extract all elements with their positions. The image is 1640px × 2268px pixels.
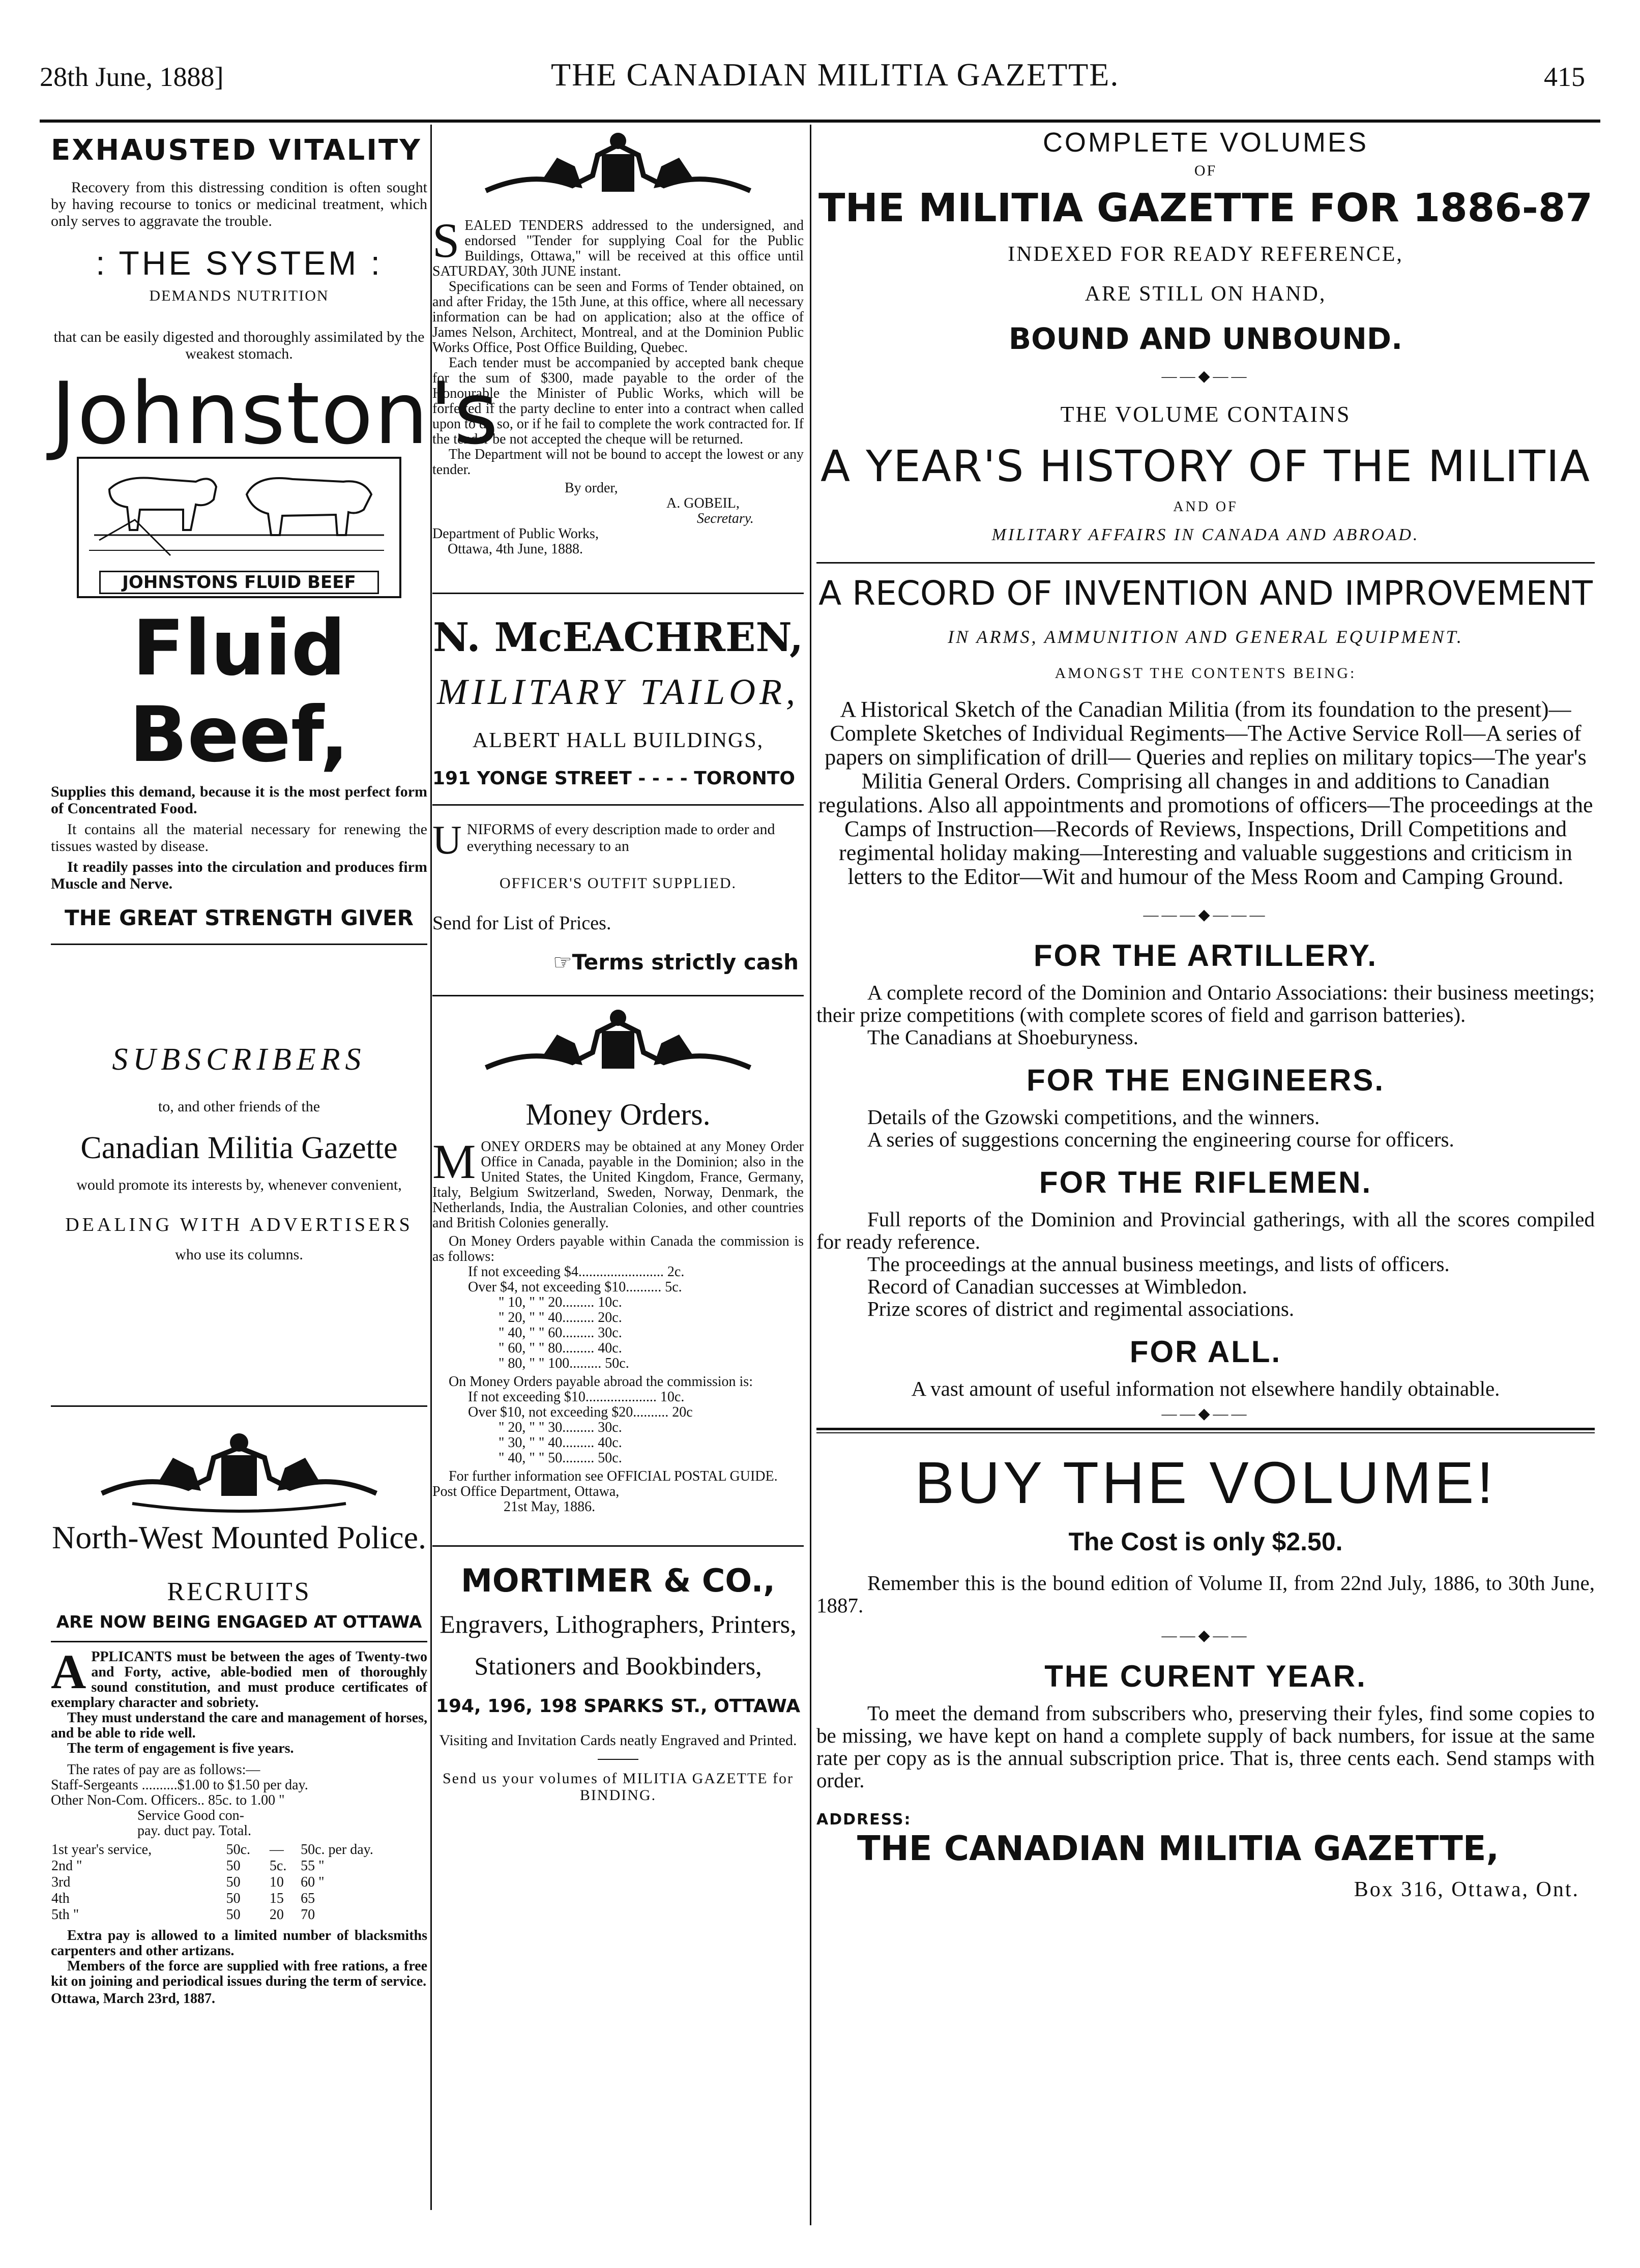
historical-sketch-text: A Historical Sketch of the Canadian Militia (from its foundation to the present)—Complete Sketches of Individual Regiments—The Active Service Roll—A series of papers on simplification of drill— Queries and replies on military topics—The year's Militia General Orders. Comprising all changes in and additions to Canadian regulations. Also all appointments and promotions of officers—The proceedings at the Camps of Instruction—Records of Reviews, Inspections, Drill Competitions and regimental holiday making—Interesting and valuable suggestions and criticism in letters to the Editor—Wit and humour of the Mess Room and Camping Ground. [818,697,1593,889]
table-cell: 2nd " [51,1858,82,1874]
mortimer-heading: MORTIMER & CO., [461,1562,775,1599]
box-address: Box 316, Ottawa, Ont. [1354,1878,1579,1901]
table-cell: 4th [51,1891,70,1906]
rate-line: " 10, " " 20......... 10c. [499,1294,622,1310]
who-use-text: who use its columns. [175,1246,303,1263]
artillery-text-2: The Canadians at Shoeburyness. [867,1025,1138,1049]
double-rule [816,1432,1595,1433]
current-year-heading: THE CURENT YEAR. [1044,1659,1367,1693]
table-cell: 50c. [226,1842,251,1858]
cattle-icon [79,459,395,571]
table-row [51,1907,427,1923]
ornament-divider: ——◆—— [1161,368,1250,385]
table-row [51,1874,427,1891]
riflemen-text-4: Prize scores of district and regimental associations. [867,1297,1295,1320]
members-text: Members of the force are supplied with free rations, a free kit on joining and periodical issues during the term of service. [51,1958,427,1989]
newspaper-title: THE CANADIAN MILITIA GAZETTE. [551,56,1120,93]
remember-text: Remember this is the bound edition of Volume II, from 22nd July, 1886, to 30th June, 1887. [816,1571,1595,1617]
coat-of-arms-icon [86,1427,392,1514]
table-cell: 50c. per day. [301,1842,373,1858]
table-row [51,1842,427,1858]
demands-nutrition: DEMANDS NUTRITION [149,287,329,304]
divider-rule [51,1641,427,1642]
engravers-line: Engravers, Lithographers, Printers, [440,1610,797,1638]
complete-volumes-heading: COMPLETE VOLUMES [1042,127,1369,158]
secretary-title: Secretary. [697,511,754,526]
terms-cash: ☞Terms strictly cash [553,950,799,975]
rates-intro: The rates of pay are as follows:— [67,1762,260,1778]
pay-table-head-a: Service Good con- [137,1808,244,1823]
passes-text: It readily passes into the circulation and produces firm Muscle and Nerve. [51,859,427,892]
table-cell: 50 [226,1874,241,1890]
and-of-label: AND OF [1173,499,1238,515]
further-info: For further information see OFFICIAL POSTAL GUIDE. [449,1468,778,1484]
abroad-commission-intro: On Money Orders payable abroad the commission is: [449,1374,753,1390]
mceachren-heading: N. McEACHREN, [433,614,803,661]
table-row [51,1891,427,1907]
riflemen-text-3: Record of Canadian successes at Wimbledon. [867,1275,1247,1298]
specifications-text: Specifications can be seen and Forms of Tender obtained, on and after Friday, the 15th June, at this office, where all necessary information can be had on application; also at the office of James Nelson, Architect, Montreal, and at the Dominion Public Works Office, Post Office Building, Quebec. [432,279,804,356]
pay-table-head-b: pay. duct pay. Total. [137,1823,252,1839]
table-cell: 10 [269,1874,284,1890]
address-name: THE CANADIAN MILITIA GAZETTE, [857,1829,1500,1868]
table-cell: 70 [301,1907,315,1923]
exhausted-vitality-heading: EXHAUSTED VITALITY [51,134,422,167]
divider-rule [432,1545,804,1547]
ornament-divider: ——◆—— [1161,1405,1250,1422]
in-arms-line: IN ARMS, AMMUNITION AND GENERAL EQUIPMENT. [948,627,1463,647]
engineers-heading: FOR THE ENGINEERS. [1026,1063,1385,1097]
visiting-cards-text: Visiting and Invitation Cards neatly Engraved and Printed. [439,1732,797,1749]
rate-line: If not exceeding $4........................ 2c. [468,1264,685,1280]
page-header [40,47,1594,93]
sparks-street-address: 194, 196, 198 SPARKS ST., OTTAWA [435,1696,801,1717]
rate-line: If not exceeding $10.................... 10c. [468,1389,685,1405]
column-middle [432,125,804,2215]
divider-rule [51,944,427,945]
rate-line: " 20, " " 40......... 20c. [499,1310,622,1326]
divider-rule [51,1405,427,1407]
rate-line: " 40, " " 50......... 50c. [499,1450,622,1466]
term-text: The term of engagement is five years. [67,1741,294,1756]
table-cell: 1st year's service, [51,1842,152,1858]
rate-line: Over $10, not exceeding $20.......... 20c [468,1404,693,1420]
promote-text: would promote its interests by, whenever convenient, [76,1176,402,1193]
column-divider-2 [810,125,811,2225]
bound-unbound-heading: BOUND AND UNBOUND. [1008,321,1403,356]
drop-cap: S [432,213,460,268]
divider-rule [432,995,804,996]
address-block [816,1804,1595,1868]
volume-contains-line: THE VOLUME CONTAINS [1060,402,1351,427]
table-cell: — [269,1842,284,1858]
system-heading: : THE SYSTEM : [96,244,383,282]
table-cell: 55 " [301,1858,325,1874]
table-cell: 20 [269,1907,284,1923]
digested-text: that can be easily digested and thoroughly assimilated by the weakest stomach. [53,329,425,362]
send-volumes-text: Send us your volumes of MILITIA GAZETTE for BINDING. [442,1770,794,1804]
dept-public-works: Department of Public Works, [432,526,599,542]
drop-cap: U [432,818,462,863]
engineers-text-2: A series of suggestions concerning the engineering course for officers. [867,1128,1454,1151]
noncom-rate: Other Non-Com. Officers.. 85c. to 1.00 " [51,1792,285,1808]
for-all-text: A vast amount of useful information not elsewhere handily obtainable. [911,1377,1500,1400]
money-orders-paragraph [432,1134,804,1231]
canadian-militia-gazette-heading: Canadian Militia Gazette [80,1131,398,1165]
contains-text: It contains all the material necessary for renewing the tissues wasted by disease. [51,821,427,855]
fluid-beef-heading: Fluid Beef, [129,604,349,779]
albert-hall-address: ALBERT HALL BUILDINGS, [472,729,764,752]
uniforms-paragraph [432,818,804,863]
indexed-line: INDEXED FOR READY REFERENCE, [1008,243,1403,266]
issue-date: 28th June, 1888] [40,62,224,92]
coat-of-arms-icon [476,130,760,211]
double-rule [816,1428,1595,1430]
buy-volume-heading: BUY THE VOLUME! [915,1450,1497,1516]
dept-date: Ottawa, 4th June, 1888. [448,541,583,557]
canada-commission-intro: On Money Orders payable within Canada the commission is as follows: [432,1233,804,1264]
rate-line: " 30, " " 40......... 40c. [499,1435,622,1451]
extra-pay-text: Extra pay is allowed to a limited number of blacksmiths carpenters and other artizans. [51,1928,427,1959]
dealing-heading: DEALING WITH ADVERTISERS [65,1214,413,1235]
page-number: 415 [1544,62,1585,92]
staff-rate: Staff-Sergeants ..........$1.00 to $1.50 per day. [51,1777,308,1793]
table-cell: 50 [226,1858,241,1874]
rate-line: " 20, " " 30......... 30c. [499,1420,622,1435]
ornament-divider: ———◆——— [1143,906,1268,923]
militia-gazette-heading: THE MILITIA GAZETTE FOR 1886-87 [818,186,1593,231]
gobeil-signature: A. GOBEIL, [666,495,740,511]
engaged-heading: ARE NOW BEING ENGAGED AT OTTAWA [56,1612,422,1632]
table-row [51,1858,427,1874]
strength-giver-heading: THE GREAT STRENGTH GIVER [64,905,414,930]
table-cell: 50 [226,1907,241,1923]
years-history-heading: A YEAR'S HISTORY OF THE MILITIA [820,441,1591,492]
sealed-tenders-text: EALED TENDERS addressed to the undersigned, and endorsed "Tender for supplying Coal for the Public Buildings, Ottawa," will be received at this office until SATURDAY, 30th JUNE instant. [432,218,804,279]
applicants-paragraph [51,1644,427,1711]
vitality-text: Recovery from this distressing condition is often sought by having recourse to tonics or medicinal treatment, which only serves to aggravate the trouble. [51,179,427,229]
short-rule [598,1759,638,1760]
table-cell: 5c. [269,1858,287,1874]
money-orders-text: ONEY ORDERS may be obtained at any Money Order Office in Canada, payable in the Dominion; also in the United States, the United Kingdom, France, Germany, Italy, Belgium Switzerland, Sweden, Norway, Denmark, the Netherlands, India, the Australian Colonies, and other countries and British Colonies generally. [432,1139,804,1231]
understand-text: They must understand the care and management of horses, and be able to ride well. [51,1710,427,1741]
table-cell: 65 [301,1891,315,1906]
drop-cap: A [51,1644,86,1699]
subscribers-heading: SUBSCRIBERS [112,1042,366,1077]
table-cell: 50 [226,1891,241,1906]
by-order: By order, [565,480,618,496]
canada-rates [468,1264,804,1371]
rate-line: " 80, " " 100......... 50c. [499,1356,629,1371]
recruits-heading: RECRUITS [167,1577,311,1606]
post-office-dept: Post Office Department, Ottawa, [432,1484,620,1499]
sealed-tenders-paragraph [432,213,804,279]
header-rule [40,120,1600,123]
military-affairs-line: MILITARY AFFAIRS IN CANADA AND ABROAD. [991,525,1420,544]
riflemen-heading: FOR THE RIFLEMEN. [1039,1165,1372,1199]
post-office-date: 21st May, 1886. [504,1499,596,1515]
send-list-prices: Send for List of Prices. [432,912,611,934]
fluid-beef-illustration [77,457,401,598]
engineers-text-1: Details of the Gzowski competitions, and the winners. [867,1105,1320,1129]
illustration-caption: JOHNSTONS FLUID BEEF [99,571,379,594]
money-orders-heading: Money Orders. [525,1098,711,1131]
cost-line: The Cost is only $2.50. [1068,1527,1343,1556]
ornament-divider: ——◆—— [1161,1627,1250,1644]
record-invention-heading: A RECORD OF INVENTION AND IMPROVEMENT [818,574,1593,613]
coat-of-arms-icon [476,1007,760,1088]
uniforms-text: NIFORMS of every description made to order and everything necessary to an [466,821,775,855]
of-label: OF [1194,162,1217,179]
table-cell: 3rd [51,1874,71,1890]
friends-text: to, and other friends of the [158,1098,320,1115]
column-right [816,125,1595,2225]
tender-cheque-text: Each tender must be accompanied by accepted bank cheque for the sum of $300, made payable to the order of the Honourable the Minister of Public Works, which will be forfeited if the party decline to enter into a contract when called upon to do so, or if he fail to complete the work contracted for. If the tender be not accepted the cheque will be returned. [432,355,804,447]
table-cell: 5th " [51,1907,79,1923]
for-all-heading: FOR ALL. [1129,1335,1282,1369]
outfit-supplied: OFFICER'S OUTFIT SUPPLIED. [499,875,737,892]
amongst-contents-line: AMONGST THE CONTENTS BEING: [1055,665,1357,682]
johnstons-heading: Johnston's [51,364,500,463]
nwmp-heading: North-West Mounted Police. [51,1519,427,1555]
rate-line: " 40, " " 60......... 30c. [499,1325,622,1341]
still-on-hand-line: ARE STILL ON HAND, [1085,282,1327,306]
artillery-heading: FOR THE ARTILLERY. [1033,938,1378,973]
artillery-text-1: A complete record of the Dominion and Ontario Associations: their business meetings; their prize competitions (with complete scores of field and garrison batteries). [816,981,1595,1026]
abroad-rates [468,1390,804,1466]
divider-rule [432,593,804,594]
current-year-text: To meet the demand from subscribers who, preserving their fyles, find some copies to be missing, we have kept on hand a complete supply of back numbers, for issue at the same rate per copy as is the annual subscription price. That is, three cents each. Send stamps with order. [816,1701,1595,1792]
rate-line: " 60, " " 80......... 40c. [499,1340,622,1356]
applicants-text: PPLICANTS must be between the ages of Twenty-two and Forty, active, able-bodied men of thoroughly sound constitution, and must produce certificates of exemplary character and sobriety. [51,1649,427,1711]
riflemen-text-2: The proceedings at the annual business meetings, and lists of officers. [867,1252,1450,1276]
department-not-bound: The Department will not be bound to accept the lowest or any tender. [432,447,804,478]
rate-line: Over $4, not exceeding $10.......... 5c. [468,1279,682,1295]
military-tailor-heading: MILITARY TAILOR, [436,671,800,712]
stationers-line: Stationers and Bookbinders, [474,1652,762,1680]
yonge-street-address: 191 YONGE STREET - - - - TORONTO [432,768,796,789]
riflemen-text-1: Full reports of the Dominion and Provincial gatherings, with all the scores compiled for ready reference. [816,1207,1595,1253]
nwmp-dateline: Ottawa, March 23rd, 1887. [51,1991,215,2007]
table-cell: 15 [269,1891,284,1906]
divider-rule [432,804,804,806]
address-label: ADDRESS: [816,1811,912,1829]
column-left [51,125,500,2215]
supplies-text: Supplies this demand, because it is the most perfect form of Concentrated Food. [51,783,427,817]
table-cell: 60 " [301,1874,325,1890]
divider-rule [816,562,1595,564]
drop-cap: M [432,1134,476,1189]
pay-table [51,1842,427,1923]
